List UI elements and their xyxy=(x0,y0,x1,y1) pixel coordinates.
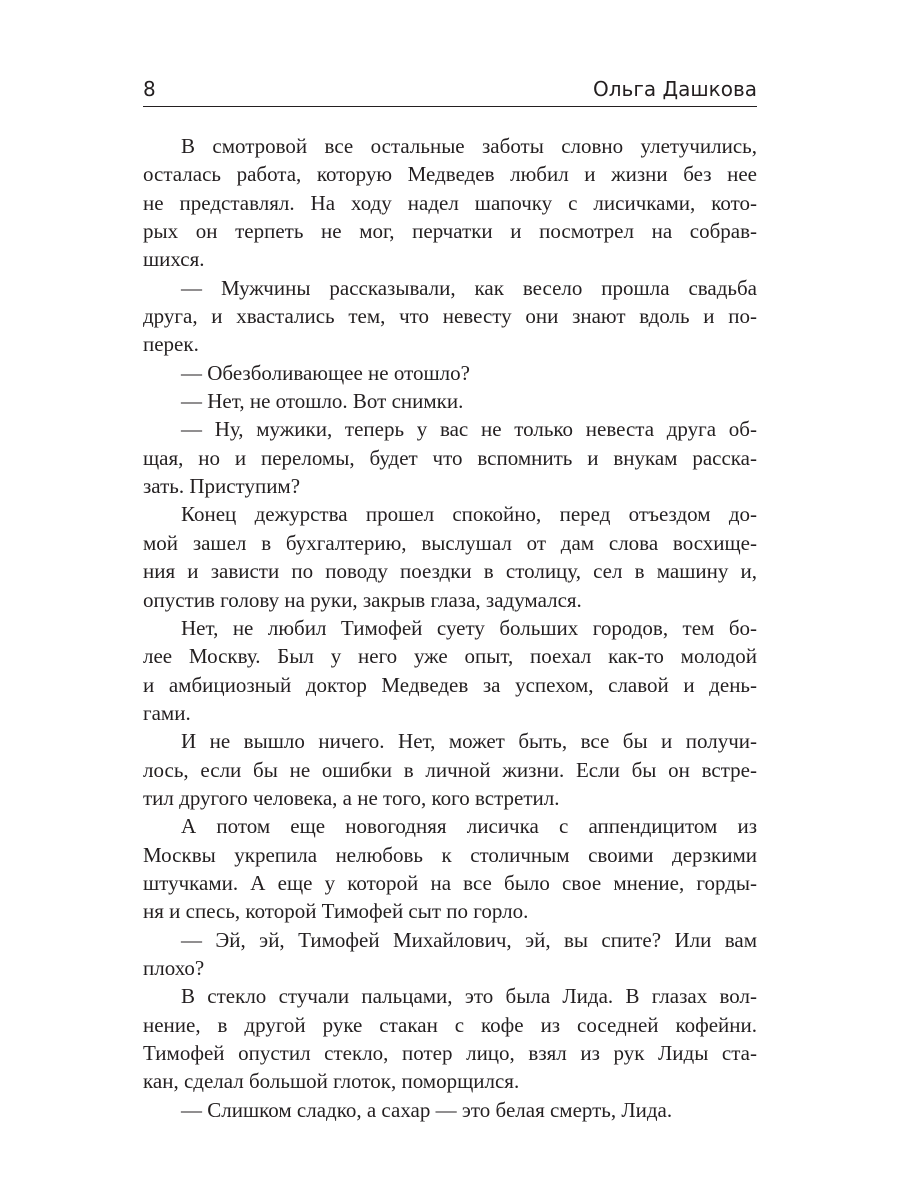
text-line: зать. Приступим? xyxy=(143,474,301,499)
text-line: ня и спесь, которой Тимофей сыт по горло. xyxy=(143,899,529,924)
text-line: А потом еще новогодняя лисичка с аппендицитом из xyxy=(181,814,757,839)
text-line: кан, сделал большой глоток, поморщился. xyxy=(143,1069,520,1094)
text-line: рых он терпеть не мог, перчатки и посмотрел на собрав- xyxy=(143,219,757,244)
page-number: 8 xyxy=(143,77,156,101)
text-line: Тимофей опустил стекло, потер лицо, взял из рук Лиды ста- xyxy=(143,1041,757,1065)
text-line: — Обезболивающее не отошло? xyxy=(181,360,470,385)
text-line: В смотровой все остальные заботы словно улетучились, xyxy=(181,134,757,158)
text-line: В стекло стучали пальцами, это была Лида. В глазах вол- xyxy=(181,984,757,1009)
body-text xyxy=(143,132,757,1124)
text-line: плохо? xyxy=(143,955,205,980)
text-line: лее Москву. Был у него уже опыт, поехал как-то молодой xyxy=(143,644,757,669)
text-line: — Ну, мужики, теперь у вас не только невеста друга об- xyxy=(181,417,757,442)
text-line: осталась работа, которую Медведев любил и жизни без нее xyxy=(143,162,757,187)
author-name: Ольга Дашкова xyxy=(593,77,757,101)
text-line: мой зашел в бухгалтерию, выслушал от дам слова восхище- xyxy=(143,530,757,555)
text-line: Москвы укрепила нелюбовь к столичным своими дерзкими xyxy=(143,842,757,867)
text-line: гами. xyxy=(143,700,191,725)
text-line: — Нет, не отошло. Вот снимки. xyxy=(181,389,464,414)
text-line: штучками. А еще у которой на все было свое мнение, горды- xyxy=(143,870,757,895)
text-line: шихся. xyxy=(143,247,205,272)
text-line: не представлял. На ходу надел шапочку с лисичками, кото- xyxy=(143,190,757,215)
text-line: друга, и хвастались тем, что невесту они знают вдоль и по- xyxy=(143,304,757,329)
text-line: — Эй, эй, Тимофей Михайлович, эй, вы спите? Или вам xyxy=(181,927,757,952)
text-line: Нет, не любил Тимофей суету больших городов, тем бо- xyxy=(181,615,757,640)
text-line: нение, в другой руке стакан с кофе из соседней кофейни. xyxy=(143,1012,757,1037)
text-line: и амбициозный доктор Медведев за успехом, славой и день- xyxy=(143,672,757,697)
text-line: опустив голову на руки, закрыв глаза, задумался. xyxy=(143,587,582,612)
text-line: щая, но и переломы, будет что вспомнить и внукам расска- xyxy=(143,445,757,470)
text-line: — Слишком сладко, а сахар — это белая смерть, Лида. xyxy=(181,1097,673,1122)
text-line: — Мужчины рассказывали, как весело прошла свадьба xyxy=(181,275,757,300)
text-line: лось, если бы не ошибки в личной жизни. Если бы он встре- xyxy=(143,757,757,782)
text-line: Конец дежурства прошел спокойно, перед отъездом до- xyxy=(181,502,757,527)
text-line: И не вышло ничего. Нет, может быть, все бы и получи- xyxy=(181,729,757,754)
text-line: ния и зависти по поводу поездки в столицу, сел в машину и, xyxy=(143,559,757,584)
running-head xyxy=(143,72,757,107)
text-line: тил другого человека, а не того, кого встретил. xyxy=(143,785,560,810)
text-line: перек. xyxy=(143,332,199,357)
